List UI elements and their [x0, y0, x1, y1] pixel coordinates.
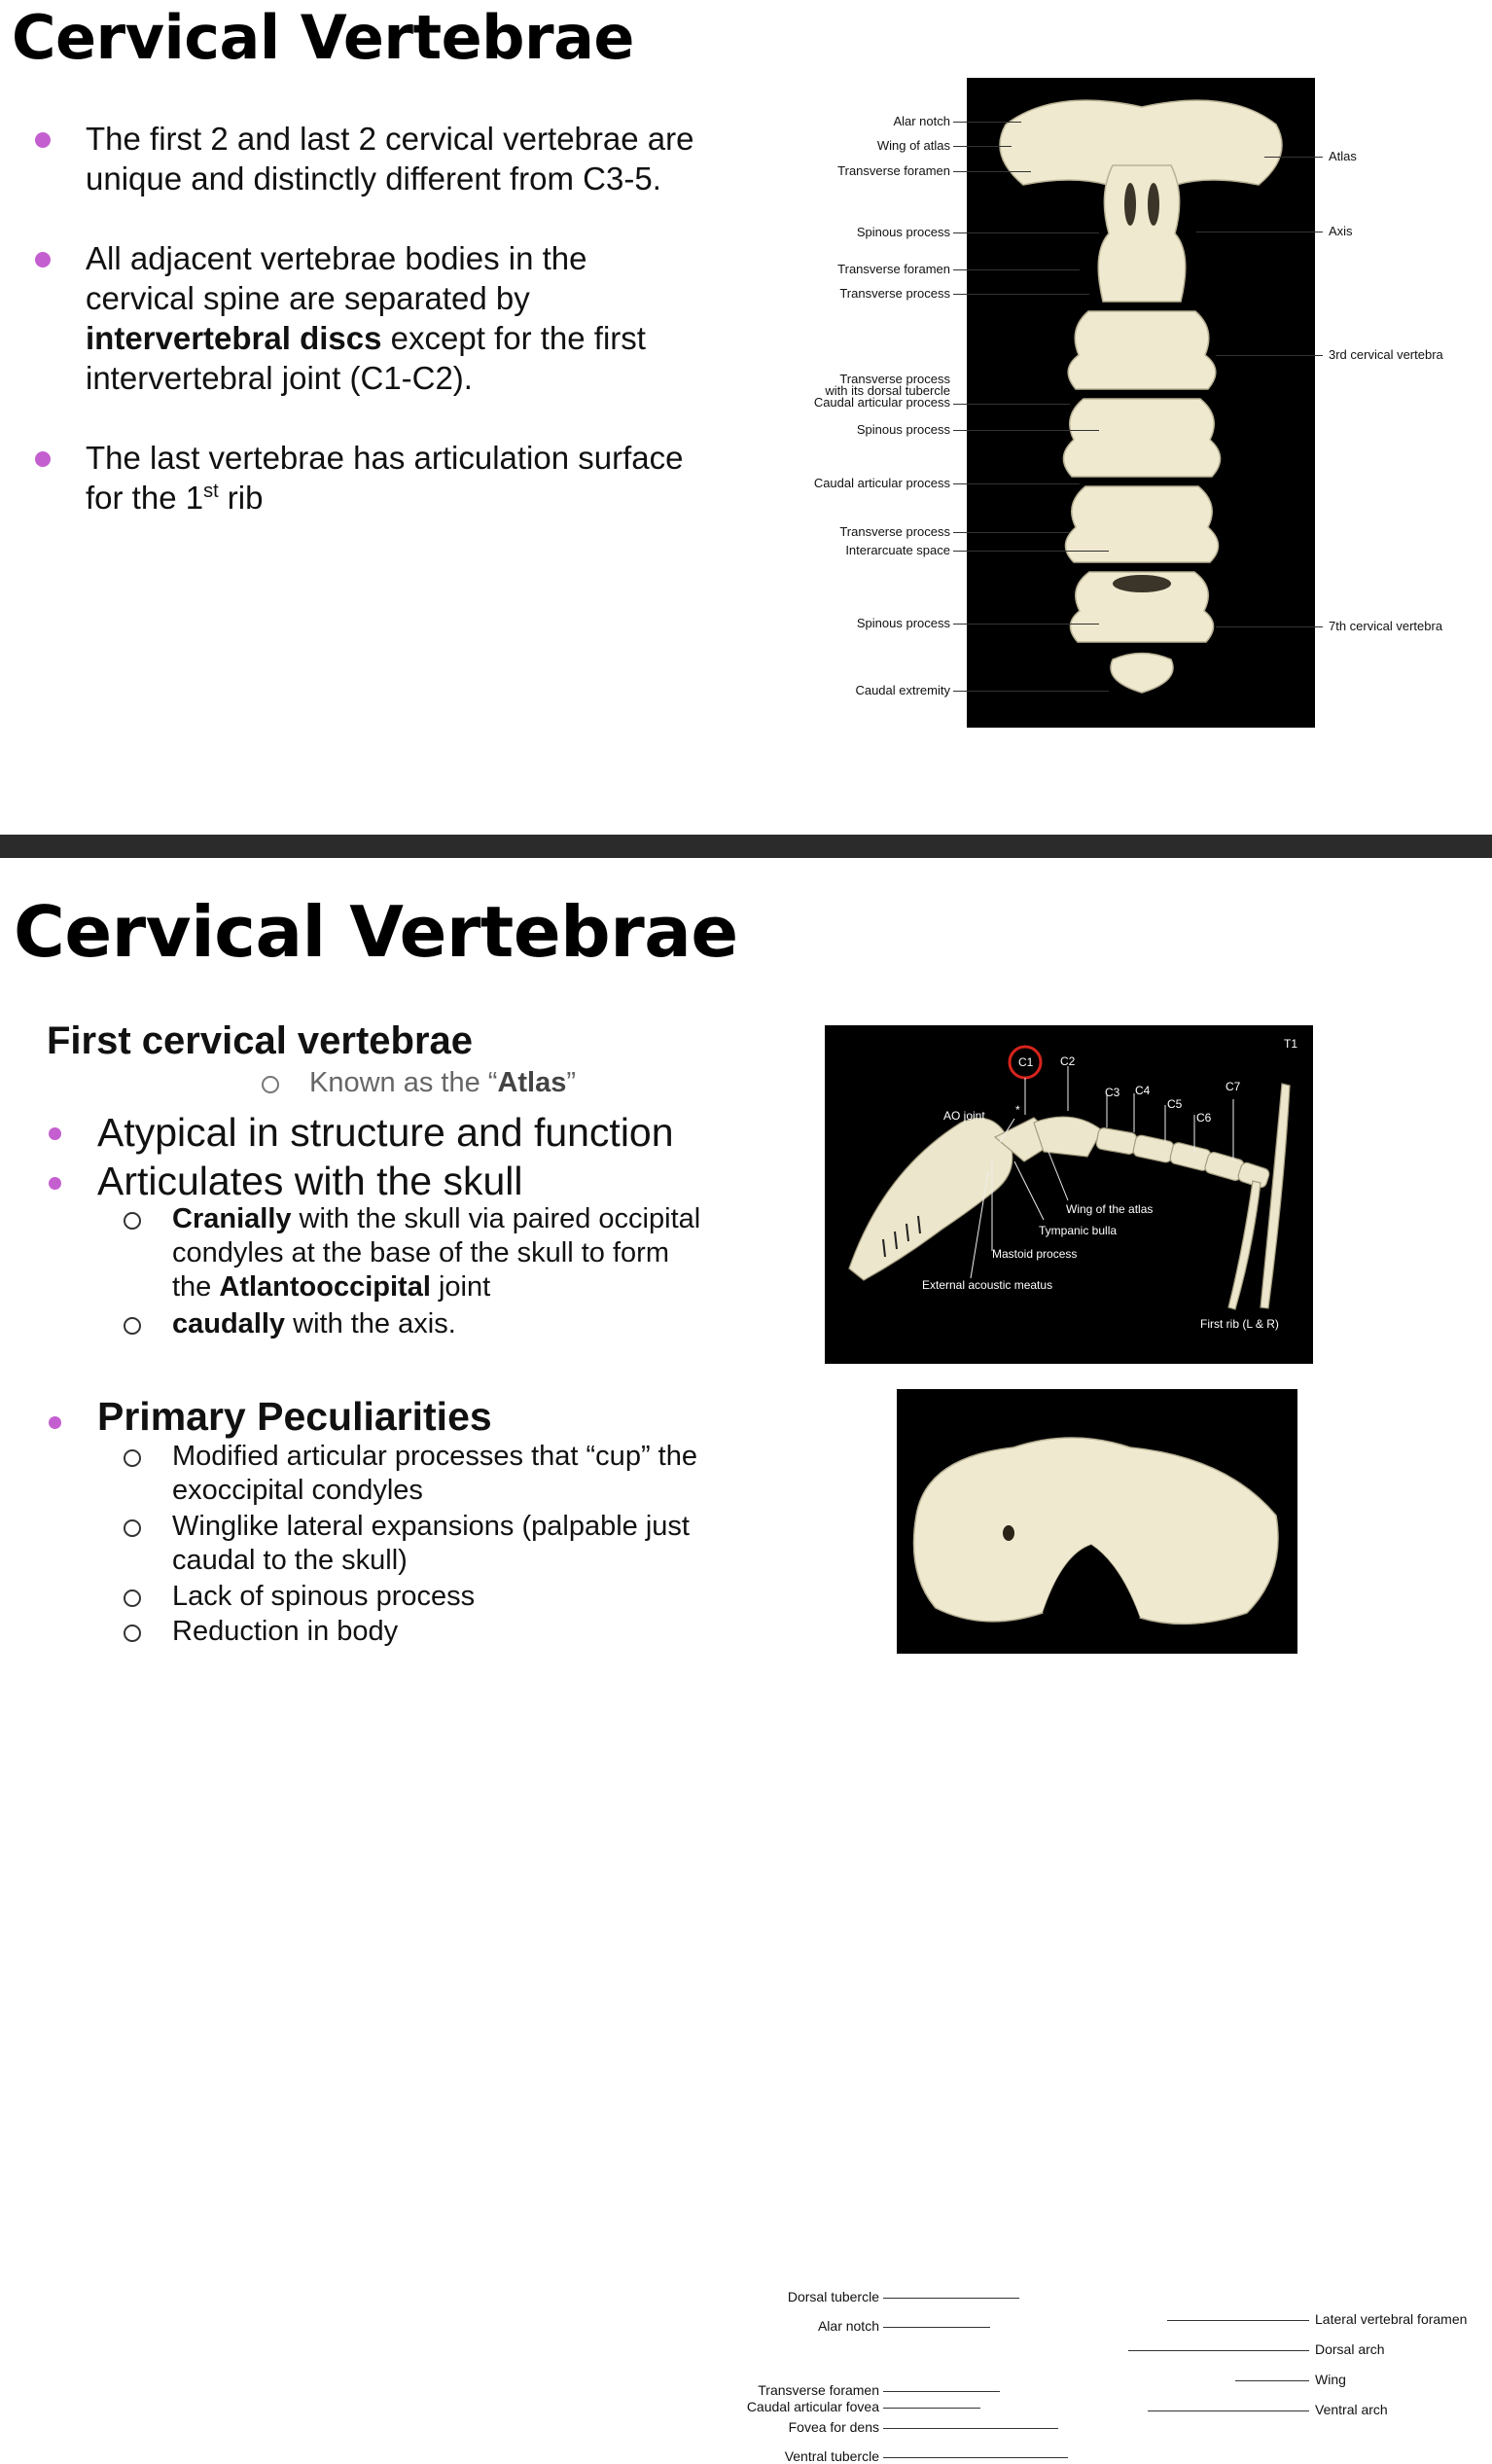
- text-line: exoccipital condyles: [172, 1475, 423, 1506]
- leader-line: [953, 146, 1012, 147]
- label-tympanic-bulla: Tympanic bulla: [1039, 1224, 1118, 1237]
- leader-line: [1264, 157, 1323, 158]
- peculiarity-spinous: Lack of spinous process: [172, 1581, 476, 1612]
- bullet-unique-vertebrae: [35, 119, 735, 198]
- text-line: the: [172, 1271, 220, 1303]
- leader-line: [883, 2428, 1058, 2429]
- label-c2: C2: [1060, 1054, 1076, 1068]
- label-wing-of-atlas: Wing of atlas: [876, 138, 950, 153]
- label-wing: Wing: [1315, 2372, 1346, 2387]
- bullet-dot: [49, 1177, 61, 1190]
- peculiarity-body: Reduction in body: [172, 1616, 399, 1647]
- leader-line: [953, 269, 1080, 270]
- label-caudal-articular-process: Caudal articular process: [813, 395, 950, 410]
- label-caudal-articular-fovea: Caudal articular fovea: [746, 2399, 879, 2414]
- bullet-dot: [49, 1127, 61, 1140]
- leader-line: [953, 122, 1021, 123]
- label-transverse-process-2: Transverse process: [839, 372, 950, 386]
- label-dorsal-tubercle: Dorsal tubercle: [787, 2289, 879, 2304]
- atlantooccipital-term: Atlantooccipital: [219, 1271, 431, 1303]
- bullet-line: rib: [218, 480, 264, 516]
- label-interarcuate-space: Interarcuate space: [845, 543, 950, 557]
- leader-line: [1148, 2410, 1309, 2411]
- leader-line: [883, 2327, 990, 2328]
- leader-line: [883, 2298, 1019, 2299]
- bullet-text: [86, 119, 735, 198]
- label-transverse-foramen-2: Transverse foramen: [837, 262, 950, 276]
- leader-line: [953, 171, 1031, 172]
- known-as-suffix: ”: [566, 1067, 577, 1098]
- cranially-term: Cranially: [172, 1203, 292, 1234]
- bullet-atypical: Atypical in structure and function: [97, 1110, 674, 1155]
- bullet-line: except for the first: [381, 320, 646, 356]
- known-as-atlas: [309, 1066, 576, 1100]
- leader-line: [953, 232, 1099, 233]
- label-alar-notch: Alar notch: [817, 2318, 879, 2334]
- label-ao-joint: AO joint: [943, 1109, 985, 1123]
- leader-line: [953, 430, 1099, 431]
- label-7th-cervical: 7th cervical vertebra: [1329, 619, 1443, 633]
- label-lateral-vertebral-foramen: Lateral vertebral foramen: [1315, 2311, 1468, 2327]
- text-line: condyles at the base of the skull to form: [172, 1237, 669, 1268]
- leader-line: [1216, 355, 1323, 356]
- label-c3: C3: [1105, 1086, 1120, 1099]
- bullet-text: [86, 238, 735, 398]
- peculiarity-wings: [172, 1510, 690, 1578]
- bullet-articulates: Articulates with the skull: [97, 1159, 523, 1203]
- bullet-line: intervertebral joint (C1-C2).: [86, 360, 473, 396]
- label-c5: C5: [1167, 1097, 1183, 1111]
- label-c4: C4: [1135, 1084, 1151, 1097]
- label-mastoid-process: Mastoid process: [992, 1247, 1078, 1261]
- bullet-dot: [35, 132, 51, 148]
- label-ventral-tubercle: Ventral tubercle: [784, 2448, 879, 2464]
- label-3rd-cervical: 3rd cervical vertebra: [1329, 347, 1443, 362]
- bullet-line: unique and distinctly different from C3-5.: [86, 161, 661, 196]
- bullet-text: [86, 438, 735, 518]
- bullet-dot: [35, 252, 51, 268]
- label-caudal-articular-process-2: Caudal articular process: [813, 476, 950, 490]
- bullet-line: The last vertebrae has articulation surface: [86, 440, 684, 476]
- text-line: caudal to the skull): [172, 1545, 408, 1576]
- sub-bullet-ring: [124, 1212, 141, 1230]
- label-transverse-foramen: Transverse foramen: [837, 163, 950, 178]
- bullet-line: cervical spine are separated by: [86, 280, 530, 316]
- bullet-line: for the 1: [86, 480, 204, 516]
- atlas-illustration: [897, 1389, 1297, 1654]
- sub-bullet-ring: [124, 1317, 141, 1335]
- leader-line: [1167, 2320, 1309, 2321]
- label-transverse-process-3: Transverse process: [839, 524, 950, 539]
- peculiarity-articular: [172, 1440, 697, 1508]
- spine-photo: [967, 78, 1315, 728]
- slide-1-title: Cervical Vertebrae: [12, 2, 634, 73]
- bullet-dot: [49, 1416, 61, 1429]
- atlas-photo: [897, 1389, 1297, 1654]
- bullet-intervertebral-discs: [35, 238, 735, 398]
- label-atlas: Atlas: [1329, 149, 1357, 163]
- label-asterisk: *: [1015, 1103, 1020, 1117]
- label-c1: C1: [1018, 1055, 1034, 1069]
- bullet-line: All adjacent vertebrae bodies in the: [86, 240, 587, 276]
- cervical-spine-illustration: [967, 78, 1315, 728]
- leader-line: [883, 2457, 1068, 2458]
- leader-line: [1216, 626, 1323, 627]
- leader-line: [953, 532, 1070, 533]
- label-caudal-extremity: Caudal extremity: [855, 683, 950, 697]
- label-spinous-process-3: Spinous process: [856, 616, 950, 630]
- slide-divider: [0, 835, 1492, 858]
- label-t1: T1: [1284, 1037, 1298, 1051]
- leader-line: [953, 691, 1109, 692]
- leader-line: [953, 551, 1109, 552]
- label-wing-of-the-atlas: Wing of the atlas: [1066, 1202, 1154, 1216]
- leader-line: [953, 404, 1070, 405]
- leader-line: [953, 483, 1080, 484]
- sub-bullet-ring: [124, 1519, 141, 1537]
- label-transverse-process: Transverse process: [839, 286, 950, 301]
- sub-bullet-ring: [124, 1449, 141, 1467]
- label-spinous-process: Spinous process: [856, 225, 950, 239]
- leader-line: [953, 624, 1099, 625]
- label-dorsal-arch: Dorsal arch: [1315, 2341, 1385, 2357]
- label-ventral-arch: Ventral arch: [1315, 2402, 1388, 2417]
- dog-skeleton-illustration: [825, 1025, 1313, 1364]
- label-first-rib: First rib (L & R): [1200, 1317, 1279, 1331]
- leader-line: [953, 294, 1089, 295]
- subtitle-first-cervical: First cervical vertebrae: [47, 1019, 474, 1062]
- text-line: joint: [430, 1271, 491, 1303]
- leader-line: [1128, 2350, 1309, 2351]
- label-dorsal-tubercle: with its dorsal tubercle: [825, 383, 950, 398]
- label-transverse-foramen: Transverse foramen: [758, 2382, 879, 2398]
- label-axis: Axis: [1329, 224, 1353, 238]
- text-line: with the axis.: [285, 1308, 456, 1339]
- superscript: st: [203, 481, 219, 502]
- text-line: with the skull via paired occipital: [291, 1203, 701, 1234]
- label-c7: C7: [1226, 1080, 1241, 1093]
- bullet-dot: [35, 451, 51, 467]
- label-spinous-process-2: Spinous process: [856, 422, 950, 437]
- text-line: Winglike lateral expansions (palpable just: [172, 1511, 690, 1542]
- atlas-term: Atlas: [497, 1067, 567, 1098]
- bold-term: intervertebral discs: [86, 320, 382, 356]
- sub-bullet-ring: [124, 1625, 141, 1642]
- leader-line: [1235, 2380, 1309, 2381]
- primary-peculiarities-heading: Primary Peculiarities: [97, 1394, 492, 1439]
- text-line: Modified articular processes that “cup” the: [172, 1441, 697, 1472]
- leader-line: [883, 2391, 1000, 2392]
- caudally-text: [172, 1307, 456, 1341]
- sub-bullet-ring: [262, 1076, 279, 1093]
- leader-line: [883, 2408, 980, 2409]
- sub-bullet-ring: [124, 1589, 141, 1607]
- label-c6: C6: [1196, 1111, 1212, 1125]
- label-alar-notch: Alar notch: [893, 114, 950, 128]
- cranially-text: [172, 1202, 700, 1304]
- bullet-line: The first 2 and last 2 cervical vertebrae are: [86, 121, 694, 157]
- label-fovea-for-dens: Fovea for dens: [788, 2419, 879, 2435]
- caudally-term: caudally: [172, 1308, 286, 1339]
- bullet-first-rib: [35, 438, 735, 518]
- known-as-prefix: Known as the “: [309, 1067, 498, 1098]
- slide-2-title: Cervical Vertebrae: [14, 891, 738, 973]
- label-external-acoustic-meatus: External acoustic meatus: [922, 1278, 1053, 1292]
- skull-neck-figure: [825, 1025, 1313, 1364]
- slide-1: [0, 0, 1492, 835]
- slide-2: [0, 858, 1492, 2464]
